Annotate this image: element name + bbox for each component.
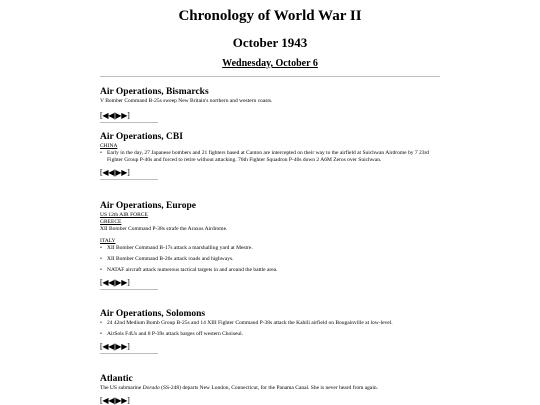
section-bismarcks xyxy=(100,87,440,123)
next-link[interactable]: ▶▶ xyxy=(115,278,128,287)
list-item: • XII Bomber Command B-17s attack a marshalling yard at Mestre. xyxy=(100,245,440,252)
section-atlantic xyxy=(100,374,440,405)
section-solomons xyxy=(100,309,440,354)
item-list xyxy=(100,320,440,338)
ship-name: Dorado xyxy=(142,385,160,391)
section-title: Air Operations, CBI xyxy=(100,132,183,142)
nav-divider xyxy=(100,289,158,290)
next-link[interactable]: ▶▶ xyxy=(115,111,128,120)
next-link[interactable]: ▶▶ xyxy=(115,168,128,177)
nav-links: [◀◀|▶▶] xyxy=(100,111,130,120)
prev-link[interactable]: ◀◀ xyxy=(102,278,115,287)
item-list xyxy=(100,150,440,164)
section-text: V Bomber Command B-25s sweep New Britain's northern and western coasts. xyxy=(100,98,273,104)
next-link[interactable]: ▶▶ xyxy=(115,342,128,351)
subsection-label: GREECE xyxy=(100,219,122,225)
list-item: • 24 42nd Medium Bomb Group B-25s and 14 XIII Fighter Command P-38s attack the Kahili airfield on Bougainville at low-level. xyxy=(100,320,440,327)
section-europe xyxy=(100,201,440,290)
date-heading: Wednesday, October 6 xyxy=(222,58,318,69)
nav-links: [◀◀|▶▶] xyxy=(100,278,130,287)
section-title: Air Operations, Bismarcks xyxy=(100,87,209,97)
section-title: Air Operations, Solomons xyxy=(100,309,206,319)
prev-link[interactable]: ◀◀ xyxy=(102,342,115,351)
nav-links: [◀◀|▶▶] xyxy=(100,396,130,405)
item-list xyxy=(100,245,440,274)
subsection-label: US 12th AIR FORCE xyxy=(100,212,148,218)
list-item: • Early in the day, 27 Japanese bombers and 21 fighters based at Canton are intercepted on their way to the airfield at Suichwan Airdrome by 7 23rd Fighter Group P-40s and forced to retire without attacking. 76th Fighter Squadron P-40s down 2 A6M Zeros over Suichwan. xyxy=(100,150,440,164)
nav-divider xyxy=(100,179,158,180)
subsection-label: CHINA xyxy=(100,143,118,149)
nav-links: [◀◀|▶▶] xyxy=(100,168,130,177)
section-title: Air Operations, Europe xyxy=(100,201,196,211)
month-heading: October 1943 xyxy=(232,35,308,50)
section-text: XII Bomber Command P-38s strafe the Araxos Airdrome. xyxy=(100,226,228,232)
list-item: • AirSols F4Us and 8 P-39s attack barges off western Choiseul. xyxy=(100,331,440,338)
section-text: The US submarine Dorado (SS-248) departs New London, Connecticut, for the Panama Canal. She is never heard from again. xyxy=(100,385,379,391)
next-link[interactable]: ▶▶ xyxy=(115,396,128,405)
page-title: Chronology of World War II xyxy=(178,8,362,24)
nav-links: [◀◀|▶▶] xyxy=(100,342,130,351)
section-title: Atlantic xyxy=(100,374,133,384)
list-item: • NATAF aircraft attack numerous tactical targets in and around the battle area. xyxy=(100,267,440,274)
nav-divider xyxy=(100,353,158,354)
prev-link[interactable]: ◀◀ xyxy=(102,396,115,405)
list-item: • XII Bomber Command B-26s attack roads and highways. xyxy=(100,256,440,263)
section-cbi xyxy=(100,132,440,180)
prev-link[interactable]: ◀◀ xyxy=(102,168,115,177)
subsection-label: ITALY xyxy=(100,238,116,244)
nav-divider xyxy=(100,122,158,123)
header-divider xyxy=(100,76,440,77)
prev-link[interactable]: ◀◀ xyxy=(102,111,115,120)
